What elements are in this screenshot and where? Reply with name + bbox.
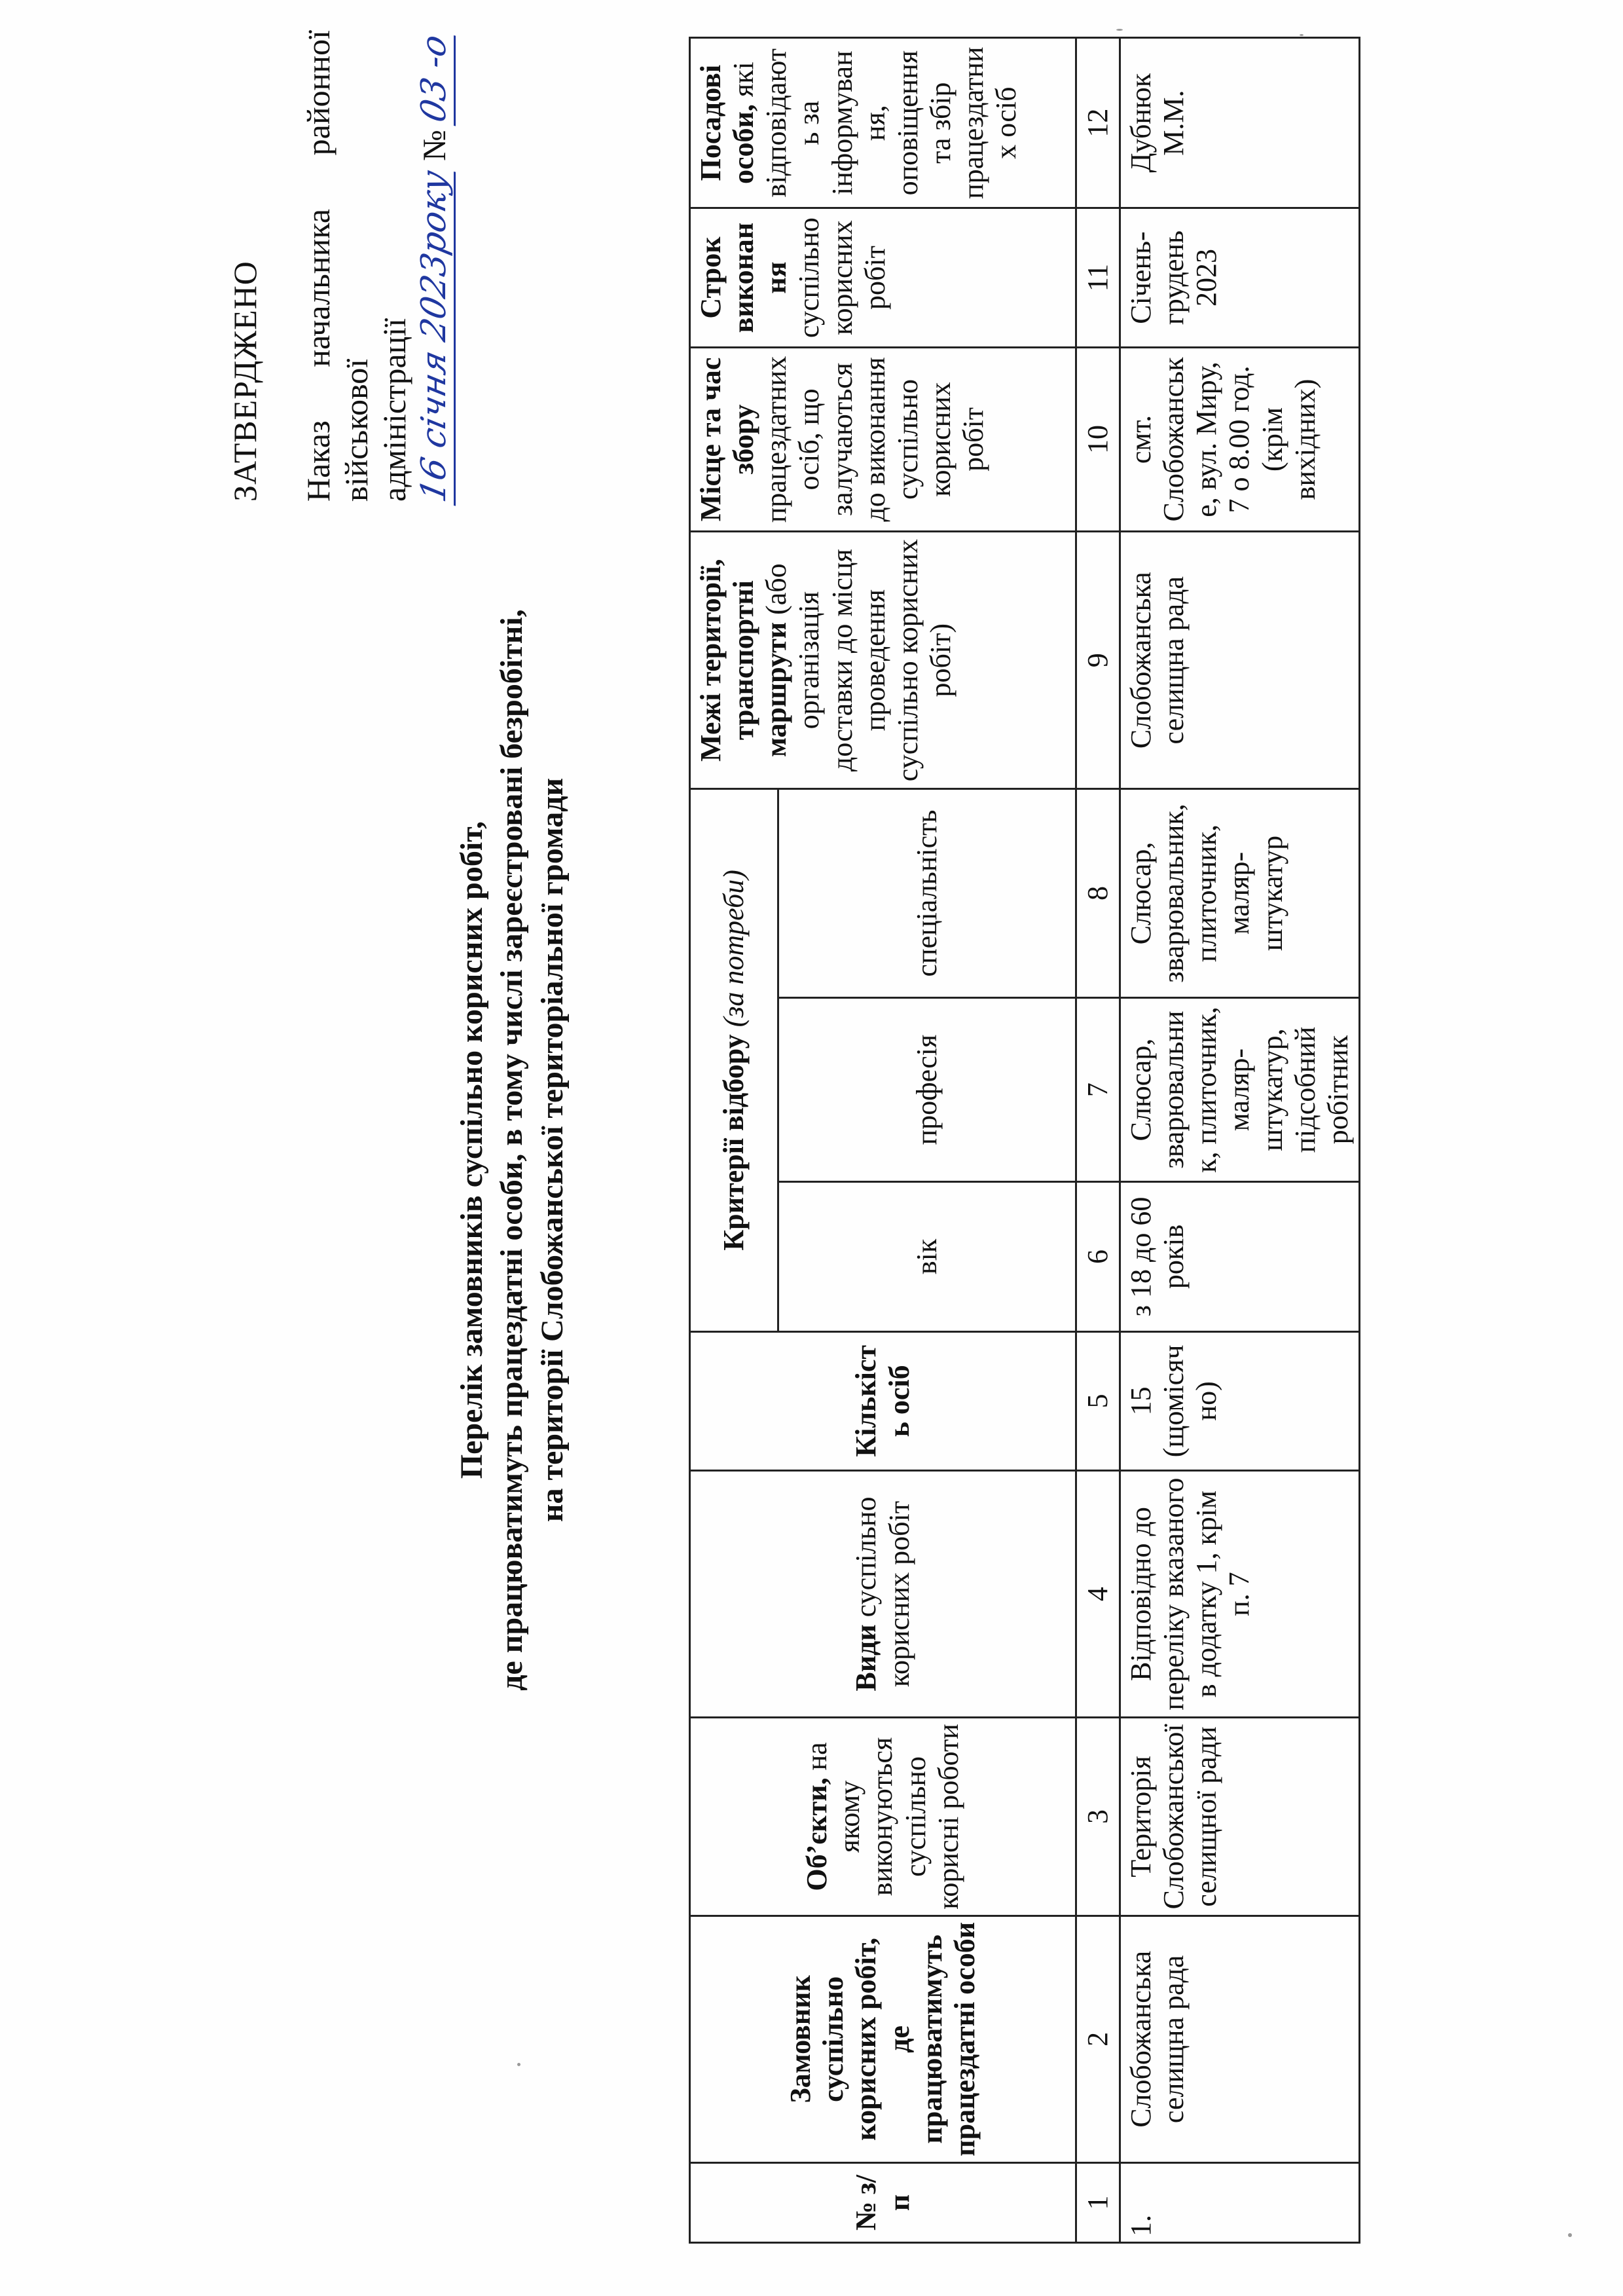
title-line-1: Перелік замовників суспільно корисних робіт, — [454, 821, 489, 1479]
handwritten-date: 16 січня 2023року — [414, 163, 456, 506]
cell-age: з 18 до 60 років — [1120, 1182, 1360, 1331]
column-number: 11 — [1076, 208, 1120, 347]
column-number: 7 — [1076, 997, 1120, 1181]
cell-borders: Слобожанська селищна рада — [1120, 532, 1360, 789]
header-place: Місце та час збору працездатних осіб, що залучаються до виконання суспільно корисних робіт — [690, 347, 1076, 531]
header-count: Кількість осіб — [690, 1331, 1076, 1470]
column-number: 2 — [1076, 1916, 1120, 2162]
cell-count: 15 (щомісячно) — [1120, 1331, 1360, 1470]
cell-profession: Слюсар, зварювальник, плиточник, маляр-штукатур, підсобний робітник — [1120, 997, 1360, 1181]
header-types: Види суспільно корисних робіт — [690, 1471, 1076, 1718]
column-number: 10 — [1076, 347, 1120, 531]
table-row — [1120, 38, 1360, 2243]
column-number: 4 — [1076, 1471, 1120, 1718]
cell-term: Січень-грудень 2023 — [1120, 208, 1360, 347]
approval-block — [226, 30, 456, 506]
cell-num: 1. — [1120, 2162, 1360, 2242]
column-number: 1 — [1076, 2162, 1120, 2242]
approval-order-text: Наказ начальника районної військової — [300, 30, 374, 502]
column-number: 3 — [1076, 1718, 1120, 1916]
approval-signature-row — [414, 30, 456, 506]
column-number: 9 — [1076, 532, 1120, 789]
handwritten-number: 03 -о — [414, 27, 456, 126]
header-objects: Об’єкти, на якому виконуються суспільно корисні роботи — [690, 1718, 1076, 1916]
column-number: 8 — [1076, 789, 1120, 998]
cell-types: Відповідно до переліку вказаного в додатку 1, крім п. 7 — [1120, 1471, 1360, 1718]
header-criteria: Критерії відбору (за потреби) — [690, 789, 778, 1331]
cell-specialty: Слюсар, зварювальник, плиточник, маляр-штукатур — [1120, 789, 1360, 998]
header-specialty: спеціальність — [778, 789, 1076, 998]
works-table — [689, 37, 1360, 2244]
document-title — [452, 266, 572, 2034]
number-label: № — [416, 130, 452, 161]
approval-administration: адміністрації — [376, 318, 412, 502]
cell-officials: Дубнюк М.М. — [1120, 38, 1360, 208]
header-customer: Замовник суспільно корисних робіт, де працюватимуть працездатні особи — [690, 1916, 1076, 2162]
title-line-2: де працюватимуть працездатні особи, в тому числі зареєстровані безробітні, — [494, 609, 530, 1691]
header-term: Строк виконання суспільно корисних робіт — [690, 208, 1076, 347]
title-line-3: на території Слобожанської територіальної громади — [534, 777, 570, 1523]
cell-object: Територія Слобожанської селищної ради — [1120, 1718, 1360, 1916]
cell-customer: Слобожанська селищна рада — [1120, 1916, 1360, 2162]
column-number: 5 — [1076, 1331, 1120, 1470]
header-profession: професія — [778, 997, 1076, 1181]
column-number: 12 — [1076, 38, 1120, 208]
cell-place: смт. Слобожанське, вул. Миру, 7 о 8.00 год.(крім вихідних) — [1120, 347, 1360, 531]
header-borders: Межі території, транспортні маршрути (або організація доставки до місця проведення суспільно корисних робіт) — [690, 532, 1076, 789]
approval-title: ЗАТВЕРДЖЕНО — [227, 261, 263, 502]
column-number: 6 — [1076, 1182, 1120, 1331]
header-age: вік — [778, 1182, 1076, 1331]
header-num: № з/п — [690, 2162, 1076, 2242]
header-officials: Посадові особи, які відповідають за інформування, оповіщення та збір працездатних осіб — [690, 38, 1076, 208]
column-number-row — [1076, 38, 1120, 2243]
